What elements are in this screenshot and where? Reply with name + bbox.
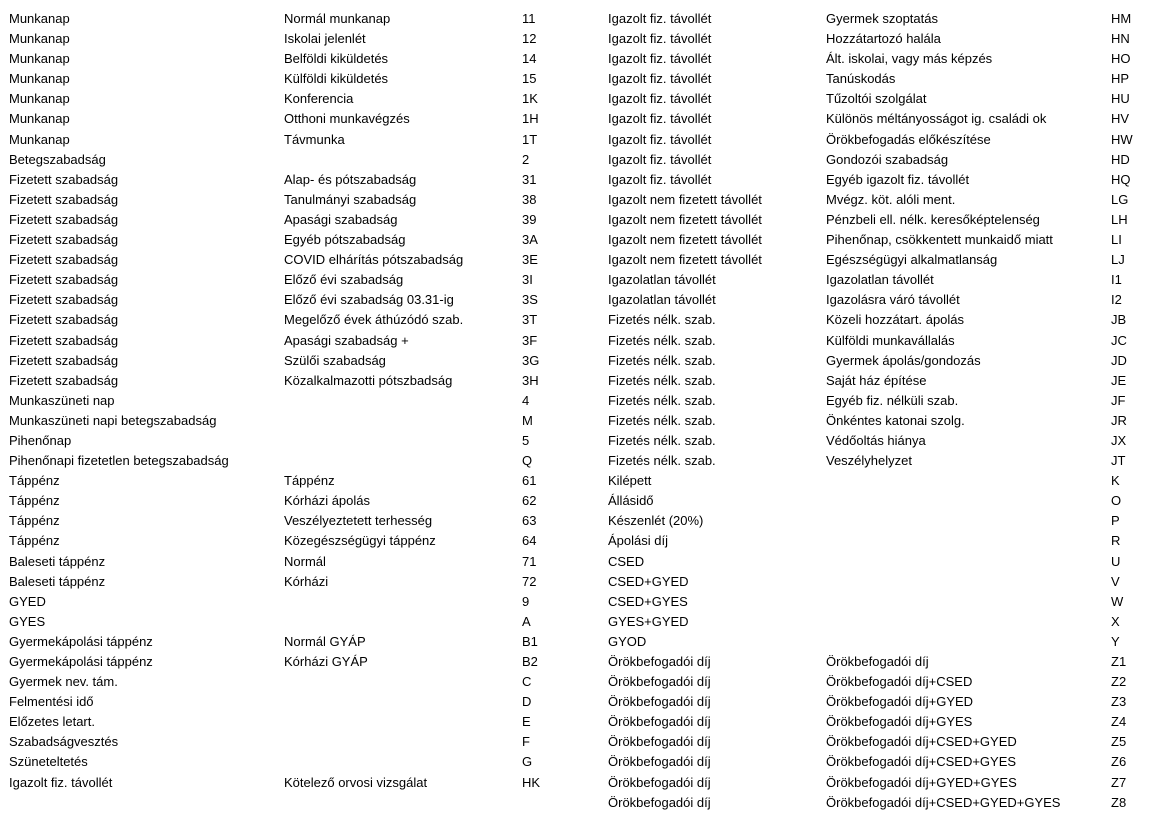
row-subtype: Örökbefogadói díj+CSED+GYES <box>826 754 1017 770</box>
row-category: CSED+GYES <box>608 593 688 609</box>
row-code: Y <box>1111 633 1120 649</box>
table-row <box>9 230 557 250</box>
table-row <box>9 331 557 351</box>
row-category: Fizetett szabadság <box>9 312 119 328</box>
table-row <box>9 752 557 772</box>
row-code: 3A <box>522 232 538 248</box>
row-code: JF <box>1111 392 1126 408</box>
row-code: R <box>1111 533 1121 549</box>
table-row <box>608 190 1156 210</box>
row-category: Fizetés nélk. szab. <box>608 332 716 348</box>
row-code: B2 <box>522 654 538 669</box>
table-row <box>9 411 557 431</box>
row-code: HO <box>1111 51 1131 67</box>
row-code: G <box>522 754 533 770</box>
row-code: Z7 <box>1111 774 1127 790</box>
table-row <box>9 632 557 652</box>
row-subtype: Tanúskodás <box>826 71 896 87</box>
table-row <box>608 290 1156 310</box>
table-row <box>608 210 1156 230</box>
row-category: Igazolatlan távollét <box>608 292 716 308</box>
row-code: 3S <box>522 292 538 308</box>
row-code: 1H <box>522 111 539 127</box>
row-category: Igazolt fiz. távollét <box>608 91 712 107</box>
row-code: 72 <box>522 573 537 589</box>
row-category: Fizetés nélk. szab. <box>608 352 716 368</box>
row-subtype: Egyéb igazolt fiz. távollét <box>826 171 970 187</box>
row-code: O <box>1111 493 1122 509</box>
row-code: JD <box>1111 352 1127 368</box>
row-code: 11 <box>522 11 536 26</box>
table-row <box>608 109 1156 129</box>
row-code: 12 <box>522 31 537 47</box>
row-category: Örökbefogadói díj <box>608 654 711 669</box>
row-code: 3E <box>522 252 538 268</box>
table-row <box>608 491 1156 511</box>
row-category: Munkanap <box>9 51 70 67</box>
row-code: Z5 <box>1111 734 1127 750</box>
row-subtype: Közalkalmazotti pótszbadság <box>284 372 453 388</box>
row-subtype: Normál munkanap <box>284 11 391 26</box>
row-code: HD <box>1111 151 1130 167</box>
row-category: Fizetett szabadság <box>9 252 119 268</box>
row-code: JE <box>1111 372 1127 388</box>
row-category: Fizetés nélk. szab. <box>608 392 716 408</box>
row-code: M <box>522 412 533 428</box>
table-row <box>9 9 557 29</box>
table-row <box>608 250 1156 270</box>
row-code: LI <box>1111 232 1122 248</box>
row-code: Q <box>522 453 533 469</box>
row-subtype: Pihenőnap, csökkentett munkaidő miatt <box>826 232 1053 248</box>
row-category: Munkanap <box>9 11 70 26</box>
row-subtype: Örökbefogadói díj+CSED+GYED <box>826 734 1017 750</box>
table-row <box>608 89 1156 109</box>
row-category: Táppénz <box>9 533 60 549</box>
row-category: Igazolt fiz. távollét <box>608 171 712 187</box>
row-category: Fizetett szabadság <box>9 191 119 207</box>
row-category: Örökbefogadói díj <box>608 794 711 810</box>
row-category: Szabadságvesztés <box>9 734 119 750</box>
table-row <box>608 732 1156 752</box>
row-category: Munkaszüneti nap <box>9 392 115 408</box>
table-row <box>608 351 1156 371</box>
row-code: I1 <box>1111 272 1122 288</box>
row-code: X <box>1111 613 1120 629</box>
table-row <box>608 652 1156 672</box>
row-subtype: Megelőző évek áthúzódó szab. <box>284 312 464 328</box>
row-code: 3T <box>522 312 538 328</box>
row-category: Igazolatlan távollét <box>608 272 716 288</box>
row-code: I2 <box>1111 292 1122 308</box>
row-category: Örökbefogadói díj <box>608 734 711 750</box>
table-row <box>608 270 1156 290</box>
table-row <box>608 150 1156 170</box>
row-subtype: Egészségügyi alkalmatlanság <box>826 252 998 268</box>
row-category: Fizetés nélk. szab. <box>608 432 716 448</box>
row-category: Munkanap <box>9 31 70 47</box>
table-row <box>608 371 1156 391</box>
table-row <box>9 552 557 572</box>
row-subtype: Normál GYÁP <box>284 633 366 649</box>
row-category: Örökbefogadói díj <box>608 774 711 790</box>
row-subtype: Pénzbeli ell. nélk. keresőképtelenség <box>826 211 1040 227</box>
row-category: Igazolt fiz. távollét <box>608 31 712 47</box>
row-category: CSED+GYED <box>608 573 689 589</box>
row-code: 3H <box>522 372 539 388</box>
row-code: U <box>1111 553 1121 569</box>
row-subtype: Örökbefogadói díj+GYED <box>826 694 974 710</box>
table-row <box>608 773 1156 793</box>
row-category: GYES+GYED <box>608 613 689 629</box>
table-row <box>608 391 1156 411</box>
row-category: Fizetett szabadság <box>9 232 119 248</box>
row-code: JC <box>1111 332 1127 348</box>
row-category: Igazolt fiz. távollét <box>608 131 712 147</box>
row-subtype: Közegészségügyi táppénz <box>284 533 436 549</box>
table-row <box>608 793 1156 813</box>
row-category: Igazolt fiz. távollét <box>608 11 712 26</box>
table-row <box>9 652 557 672</box>
row-category: Gyermekápolási táppénz <box>9 633 153 649</box>
row-subtype: Apasági szabadság + <box>284 332 409 348</box>
row-subtype: Gyermek ápolás/gondozás <box>826 352 981 368</box>
row-code: 3I <box>522 272 533 288</box>
table-row <box>608 230 1156 250</box>
row-code: HQ <box>1111 171 1131 187</box>
row-code: 4 <box>522 392 530 408</box>
row-category: Fizetett szabadság <box>9 272 119 288</box>
table-row <box>608 692 1156 712</box>
table-row <box>608 612 1156 632</box>
table-row <box>9 511 557 531</box>
row-subtype: Gondozói szabadság <box>826 151 949 167</box>
row-category: Fizetés nélk. szab. <box>608 312 716 328</box>
row-category: Pihenőnap <box>9 432 72 448</box>
row-code: 61 <box>522 473 537 489</box>
row-subtype: Tanulmányi szabadság <box>284 191 417 207</box>
row-subtype: Örökbefogadás előkészítése <box>826 131 991 147</box>
row-code: 71 <box>522 553 537 569</box>
table-row <box>608 331 1156 351</box>
row-code: Z8 <box>1111 794 1127 810</box>
row-code: F <box>522 734 530 750</box>
row-category: Felmentési idő <box>9 694 94 710</box>
row-code: HN <box>1111 31 1130 47</box>
row-category: Fizetett szabadság <box>9 332 119 348</box>
row-subtype: Hozzátartozó halála <box>826 31 941 47</box>
row-code: W <box>1111 593 1124 609</box>
table-row <box>9 773 557 793</box>
table-row <box>9 69 557 89</box>
row-category: Táppénz <box>9 473 60 489</box>
table-row <box>608 632 1156 652</box>
row-code: P <box>1111 513 1120 529</box>
row-subtype: Előző évi szabadság <box>284 272 404 288</box>
row-subtype: Veszélyeztetett terhesség <box>284 513 433 529</box>
row-subtype: Örökbefogadói díj+GYED+GYES <box>826 774 1017 790</box>
table-row <box>9 391 557 411</box>
row-code: HM <box>1111 11 1132 26</box>
row-category: Szüneteltetés <box>9 754 88 770</box>
row-subtype: Örökbefogadói díj+GYES <box>826 714 973 730</box>
row-code: 3F <box>522 332 538 348</box>
row-subtype: Iskolai jelenlét <box>284 31 366 47</box>
row-subtype: Tűzoltói szolgálat <box>826 91 927 107</box>
row-category: Pihenőnapi fizetetlen betegszabadság <box>9 453 229 469</box>
row-code: HW <box>1111 131 1133 147</box>
row-category: Igazolt nem fizetett távollét <box>608 191 762 207</box>
table-row <box>9 49 557 69</box>
row-category: Kilépett <box>608 473 652 489</box>
table-row <box>9 672 557 692</box>
row-category: Igazolt fiz. távollét <box>608 111 712 127</box>
table-row <box>608 310 1156 330</box>
row-category: Fizetés nélk. szab. <box>608 372 716 388</box>
row-subtype: Örökbefogadói díj+CSED+GYED+GYES <box>826 794 1061 810</box>
row-category: Igazolt fiz. távollét <box>608 51 712 67</box>
row-category: Igazolt fiz. távollét <box>608 71 712 87</box>
row-subtype: Táppénz <box>284 473 335 489</box>
table-row <box>9 531 557 551</box>
table-row <box>9 290 557 310</box>
row-code: 38 <box>522 191 537 207</box>
row-subtype: Külföldi munkavállalás <box>826 332 955 348</box>
table-row <box>608 9 1156 29</box>
row-category: Betegszabadság <box>9 151 106 167</box>
table-row <box>608 49 1156 69</box>
row-code: 15 <box>522 71 537 87</box>
right-absence-code-table <box>608 9 1156 813</box>
table-row <box>9 732 557 752</box>
table-row <box>608 130 1156 150</box>
row-category: Gyermek nev. tám. <box>9 674 118 690</box>
row-code: LJ <box>1111 252 1125 268</box>
row-code: E <box>522 714 531 730</box>
table-row <box>9 351 557 371</box>
table-row <box>9 592 557 612</box>
table-row <box>9 89 557 109</box>
table-row <box>9 692 557 712</box>
row-subtype: Alap- és pótszabadság <box>284 171 417 187</box>
row-code: Z1 <box>1111 654 1127 669</box>
table-row <box>608 712 1156 732</box>
table-row <box>9 210 557 230</box>
row-code: Z4 <box>1111 714 1127 730</box>
row-category: Előzetes letart. <box>9 714 95 730</box>
row-subtype: Normál <box>284 553 326 569</box>
row-subtype: Gyermek szoptatás <box>826 11 938 26</box>
table-row <box>9 612 557 632</box>
row-subtype: Ált. iskolai, vagy más képzés <box>826 51 993 67</box>
row-code: JX <box>1111 432 1127 448</box>
table-row <box>608 531 1156 551</box>
row-category: Igazolt nem fizetett távollét <box>608 252 762 268</box>
row-category: Örökbefogadói díj <box>608 694 711 710</box>
row-category: Készenlét (20%) <box>608 513 704 529</box>
row-category: GYOD <box>608 633 647 649</box>
row-category: Igazolt nem fizetett távollét <box>608 232 762 248</box>
row-subtype: Egyéb pótszabadság <box>284 232 406 248</box>
row-category: Munkaszüneti napi betegszabadság <box>9 412 217 428</box>
row-code: HU <box>1111 91 1130 107</box>
row-code: B1 <box>522 633 538 649</box>
row-subtype: Mvégz. köt. alóli ment. <box>826 191 956 207</box>
row-subtype: Otthoni munkavégzés <box>284 111 410 127</box>
row-subtype: Örökbefogadói díj+CSED <box>826 674 973 690</box>
row-subtype: Igazolatlan távollét <box>826 272 934 288</box>
row-category: Fizetés nélk. szab. <box>608 412 716 428</box>
row-code: 14 <box>522 51 537 67</box>
table-row <box>9 150 557 170</box>
table-row <box>9 310 557 330</box>
row-subtype: Belföldi kiküldetés <box>284 51 389 67</box>
row-category: Igazolt nem fizetett távollét <box>608 211 762 227</box>
row-subtype: Veszélyhelyzet <box>826 453 912 469</box>
table-row <box>9 471 557 491</box>
row-subtype: Közeli hozzátart. ápolás <box>826 312 965 328</box>
row-subtype: Külföldi kiküldetés <box>284 71 389 87</box>
row-code: HP <box>1111 71 1130 87</box>
row-code: V <box>1111 573 1120 589</box>
table-row <box>608 451 1156 471</box>
row-code: 1K <box>522 91 538 107</box>
row-category: Baleseti táppénz <box>9 553 106 569</box>
row-subtype: Apasági szabadság <box>284 211 398 227</box>
row-code: 62 <box>522 493 537 509</box>
row-code: 9 <box>522 593 530 609</box>
row-category: GYED <box>9 593 46 609</box>
row-category: Fizetett szabadság <box>9 372 119 388</box>
table-row <box>608 511 1156 531</box>
row-code: C <box>522 674 532 690</box>
row-subtype: Kórházi <box>284 573 329 589</box>
table-row <box>9 170 557 190</box>
table-row <box>9 270 557 290</box>
row-subtype: Távmunka <box>284 131 345 147</box>
table-row <box>9 451 557 471</box>
row-subtype: Saját ház építése <box>826 372 927 388</box>
row-code: 2 <box>522 151 530 167</box>
row-category: Gyermekápolási táppénz <box>9 654 153 669</box>
row-subtype: Szülői szabadság <box>284 352 386 368</box>
row-category: Fizetés nélk. szab. <box>608 453 716 469</box>
left-absence-code-table <box>9 9 557 793</box>
row-category: Örökbefogadói díj <box>608 754 711 770</box>
row-category: Fizetett szabadság <box>9 292 119 308</box>
table-row <box>9 130 557 150</box>
table-row <box>608 572 1156 592</box>
row-code: 64 <box>522 533 537 549</box>
row-category: Fizetett szabadság <box>9 171 119 187</box>
table-row <box>9 491 557 511</box>
row-code: 3G <box>522 352 540 368</box>
row-code: LH <box>1111 211 1128 227</box>
row-category: Munkanap <box>9 111 70 127</box>
row-code: 5 <box>522 432 530 448</box>
row-category: Fizetett szabadság <box>9 352 119 368</box>
row-code: 39 <box>522 211 537 227</box>
row-code: JB <box>1111 312 1127 328</box>
row-subtype: Önkéntes katonai szolg. <box>826 412 965 428</box>
row-category: Baleseti táppénz <box>9 573 106 589</box>
table-row <box>608 29 1156 49</box>
table-row <box>9 190 557 210</box>
row-category: Örökbefogadói díj <box>608 714 711 730</box>
row-subtype: Kórházi ápolás <box>284 493 370 509</box>
row-category: Táppénz <box>9 493 60 509</box>
row-subtype: Konferencia <box>284 91 354 107</box>
row-category: Munkanap <box>9 71 70 87</box>
row-category: Igazolt fiz. távollét <box>9 774 113 790</box>
table-row <box>608 752 1156 772</box>
table-row <box>9 109 557 129</box>
row-category: Ápolási díj <box>608 533 668 549</box>
row-code: JT <box>1111 453 1126 469</box>
table-row <box>608 69 1156 89</box>
row-subtype: Örökbefogadói díj <box>826 654 929 669</box>
table-row <box>9 371 557 391</box>
row-subtype: Kötelező orvosi vizsgálat <box>284 774 428 790</box>
row-subtype: Egyéb fiz. nélküli szab. <box>826 392 959 408</box>
row-code: HK <box>522 774 541 790</box>
row-category: Állásidő <box>608 493 654 509</box>
row-code: K <box>1111 473 1120 489</box>
row-subtype: Igazolásra váró távollét <box>826 292 960 308</box>
table-row <box>608 592 1156 612</box>
table-row <box>608 431 1156 451</box>
table-row <box>9 29 557 49</box>
table-row <box>9 431 557 451</box>
row-code: 31 <box>522 171 537 187</box>
row-code: 63 <box>522 513 537 529</box>
row-category: Táppénz <box>9 513 60 529</box>
row-subtype: Különös méltányosságot ig. családi ok <box>826 111 1047 127</box>
row-category: Örökbefogadói díj <box>608 674 711 690</box>
table-row <box>608 471 1156 491</box>
row-category: CSED <box>608 553 645 569</box>
row-category: Munkanap <box>9 91 70 107</box>
table-row <box>608 672 1156 692</box>
row-subtype: COVID elhárítás pótszabadság <box>284 252 464 268</box>
row-category: Fizetett szabadság <box>9 211 119 227</box>
row-code: A <box>522 613 531 629</box>
table-row <box>608 411 1156 431</box>
row-category: Igazolt fiz. távollét <box>608 151 712 167</box>
row-code: LG <box>1111 191 1129 207</box>
row-category: GYES <box>9 613 46 629</box>
row-code: D <box>522 694 532 710</box>
table-row <box>9 712 557 732</box>
table-row <box>9 572 557 592</box>
row-category: Munkanap <box>9 131 70 147</box>
row-code: JR <box>1111 412 1127 428</box>
table-row <box>608 552 1156 572</box>
row-subtype: Kórházi GYÁP <box>284 654 368 669</box>
row-subtype: Védőoltás hiánya <box>826 432 926 448</box>
row-code: Z6 <box>1111 754 1127 770</box>
row-code: Z2 <box>1111 674 1127 690</box>
row-code: HV <box>1111 111 1130 127</box>
row-code: 1T <box>522 131 538 147</box>
row-subtype: Előző évi szabadság 03.31-ig <box>284 292 454 308</box>
table-row <box>608 170 1156 190</box>
table-row <box>9 250 557 270</box>
row-code: Z3 <box>1111 694 1127 710</box>
